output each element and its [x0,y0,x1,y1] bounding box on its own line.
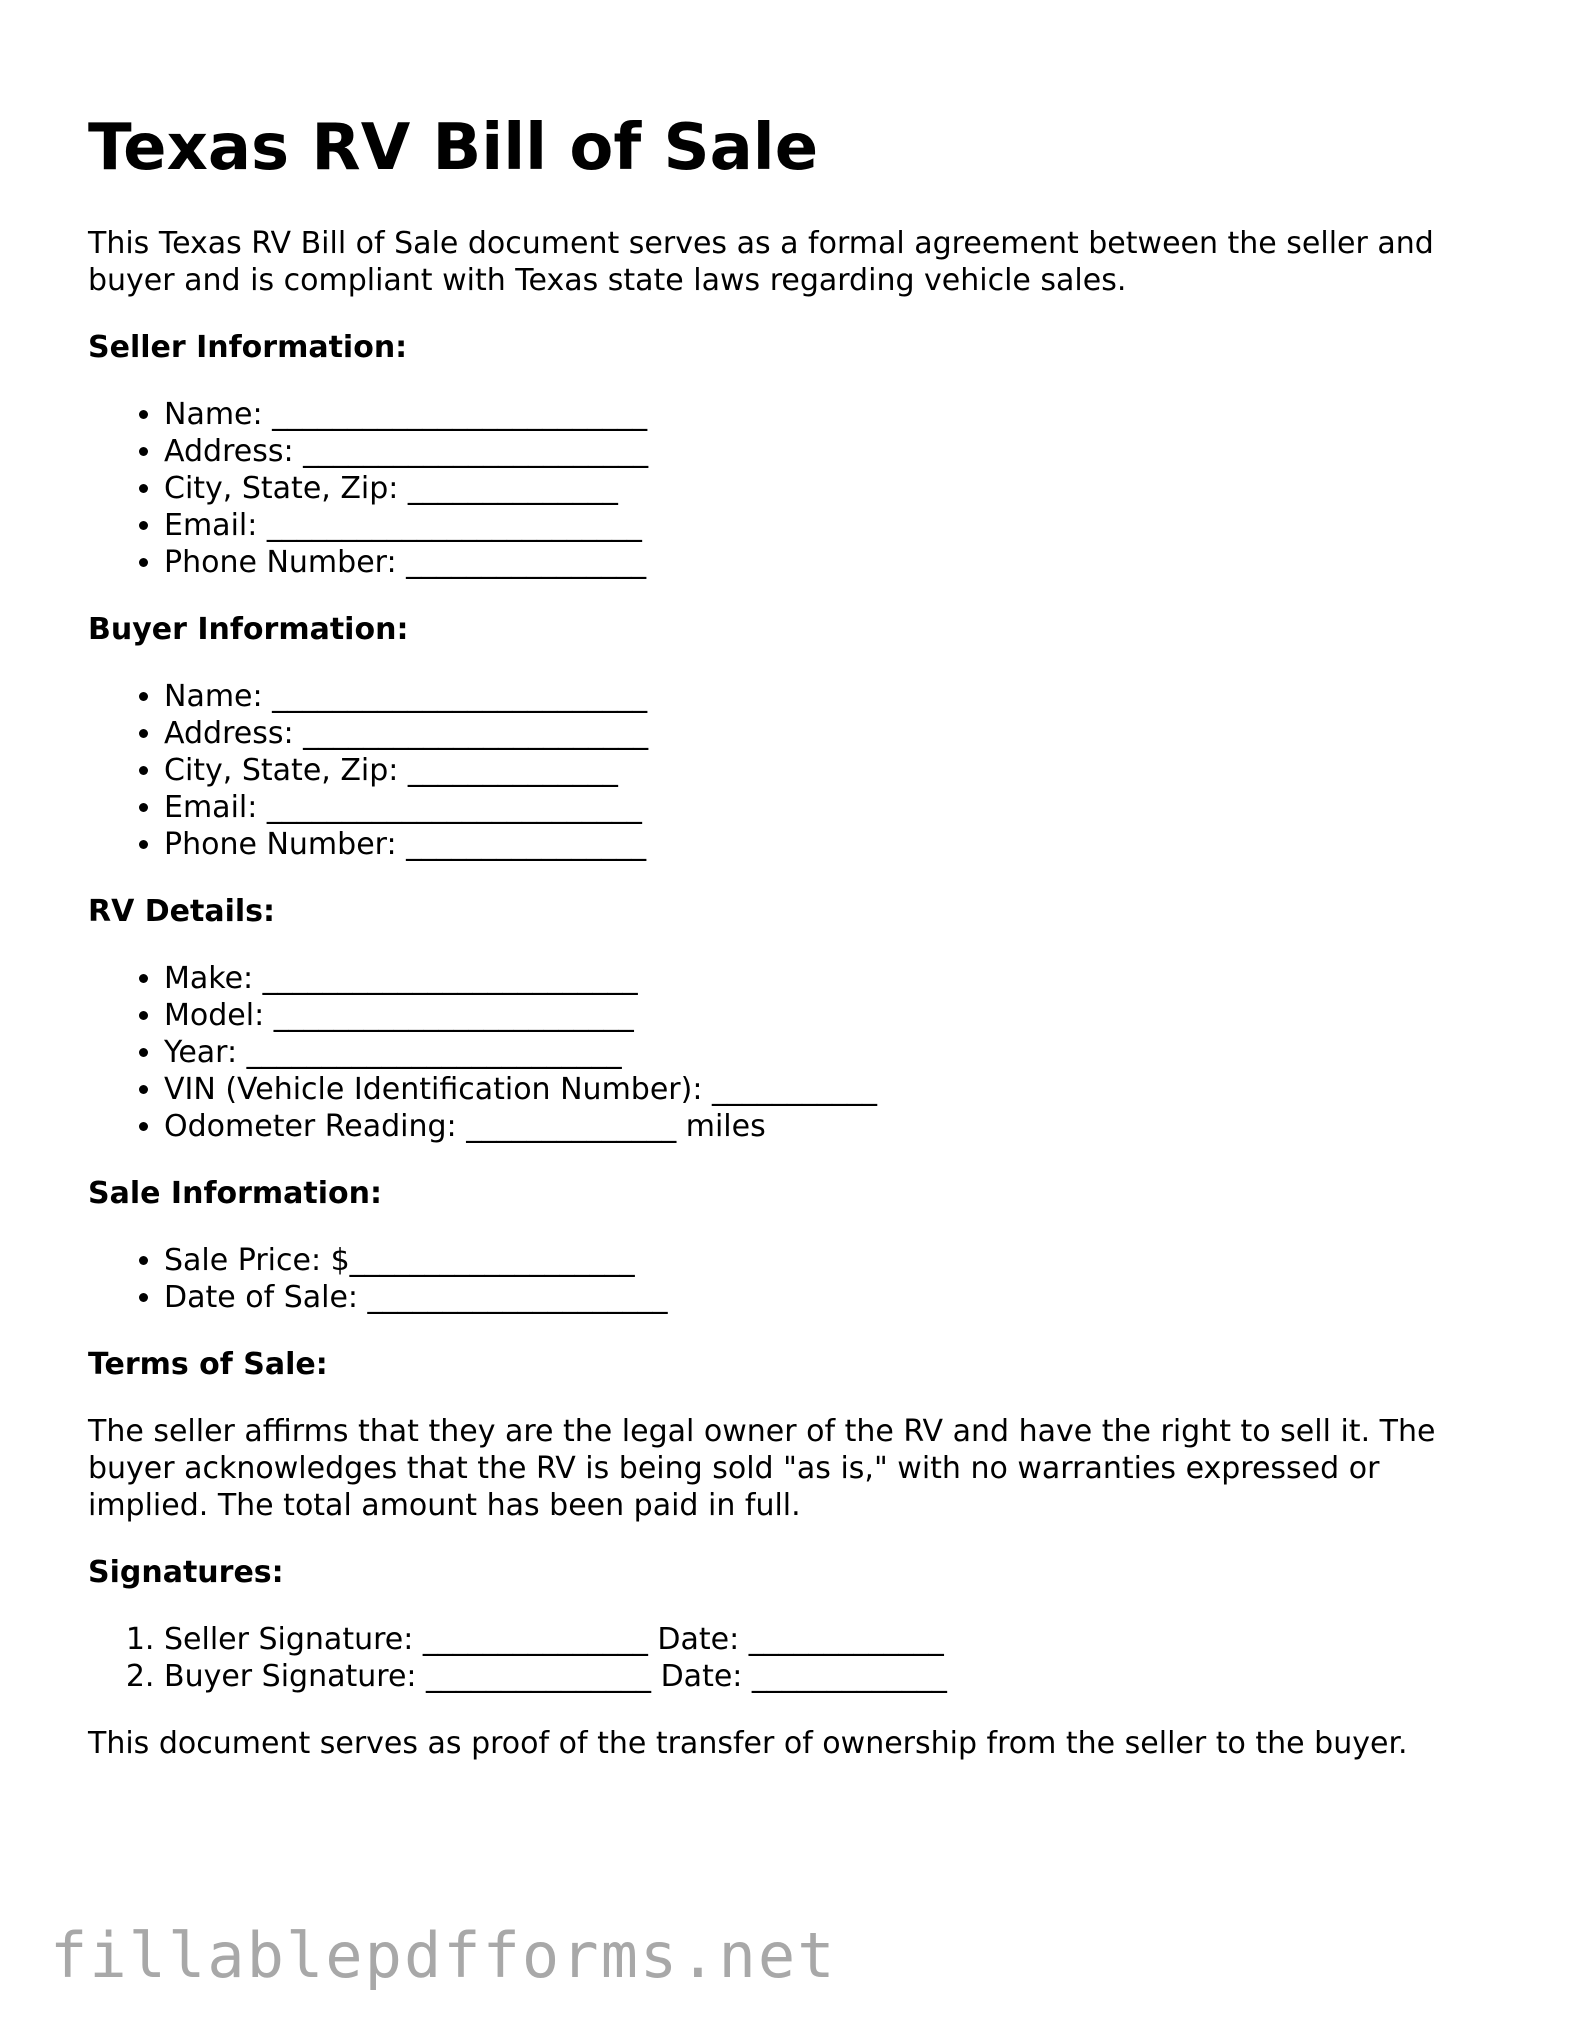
seller-heading: Seller Information: [88,329,408,365]
sale-date-field: • Date of Sale: ____________________ [164,1279,1508,1316]
rv-make-field: • Make: _________________________ [164,960,1508,997]
buyer-fields-list [88,678,1508,863]
rv-model-field: • Model: ________________________ [164,997,1508,1034]
buyer-city-state-zip-field: • City, State, Zip: ______________ [164,752,1508,789]
buyer-signature-line: 2. Buyer Signature: _______________ Date: _____________ [164,1658,1508,1695]
sale-info-heading: Sale Information: [88,1175,382,1211]
rv-details-list [88,960,1508,1145]
buyer-email-field: • Email: _________________________ [164,789,1508,826]
rv-year-field: • Year: _________________________ [164,1034,1508,1071]
signatures-list [88,1621,1508,1695]
rv-details-heading: RV Details: [88,893,276,929]
seller-address-field: • Address: _______________________ [164,433,1508,470]
buyer-address-field: • Address: _______________________ [164,715,1508,752]
sale-info-list [88,1242,1508,1316]
watermark-text: fillablepdfforms.net [50,1919,837,1992]
terms-heading: Terms of Sale: [88,1346,328,1382]
document-page [88,100,1508,1792]
buyer-heading: Buyer Information: [88,611,409,647]
intro-paragraph: This Texas RV Bill of Sale document serves as a formal agreement between the seller and buyer and is compliant with Texas state laws regarding vehicle sales. [88,225,1434,298]
rv-vin-field: • VIN (Vehicle Identification Number): ___________ [164,1071,1508,1108]
seller-city-state-zip-field: • City, State, Zip: ______________ [164,470,1508,507]
buyer-phone-field: • Phone Number: ________________ [164,826,1508,863]
closing-paragraph: This document serves as proof of the transfer of ownership from the seller to the buyer. [88,1725,1408,1761]
seller-phone-field: • Phone Number: ________________ [164,544,1508,581]
sale-price-field: • Sale Price: $___________________ [164,1242,1508,1279]
rv-odometer-field: • Odometer Reading: ______________ miles [164,1108,1508,1145]
terms-paragraph: The seller affirms that they are the legal owner of the RV and have the right to sell it. The buyer acknowledges that the RV is being sold "as is," with no warranties expressed or implied. The total amount has been paid in full. [88,1413,1436,1523]
document-title: Texas RV Bill of Sale [88,111,819,185]
signatures-heading: Signatures: [88,1554,284,1590]
seller-fields-list [88,396,1508,581]
seller-signature-line: 1. Seller Signature: _______________ Date: _____________ [164,1621,1508,1658]
buyer-name-field: • Name: _________________________ [164,678,1508,715]
seller-email-field: • Email: _________________________ [164,507,1508,544]
seller-name-field: • Name: _________________________ [164,396,1508,433]
